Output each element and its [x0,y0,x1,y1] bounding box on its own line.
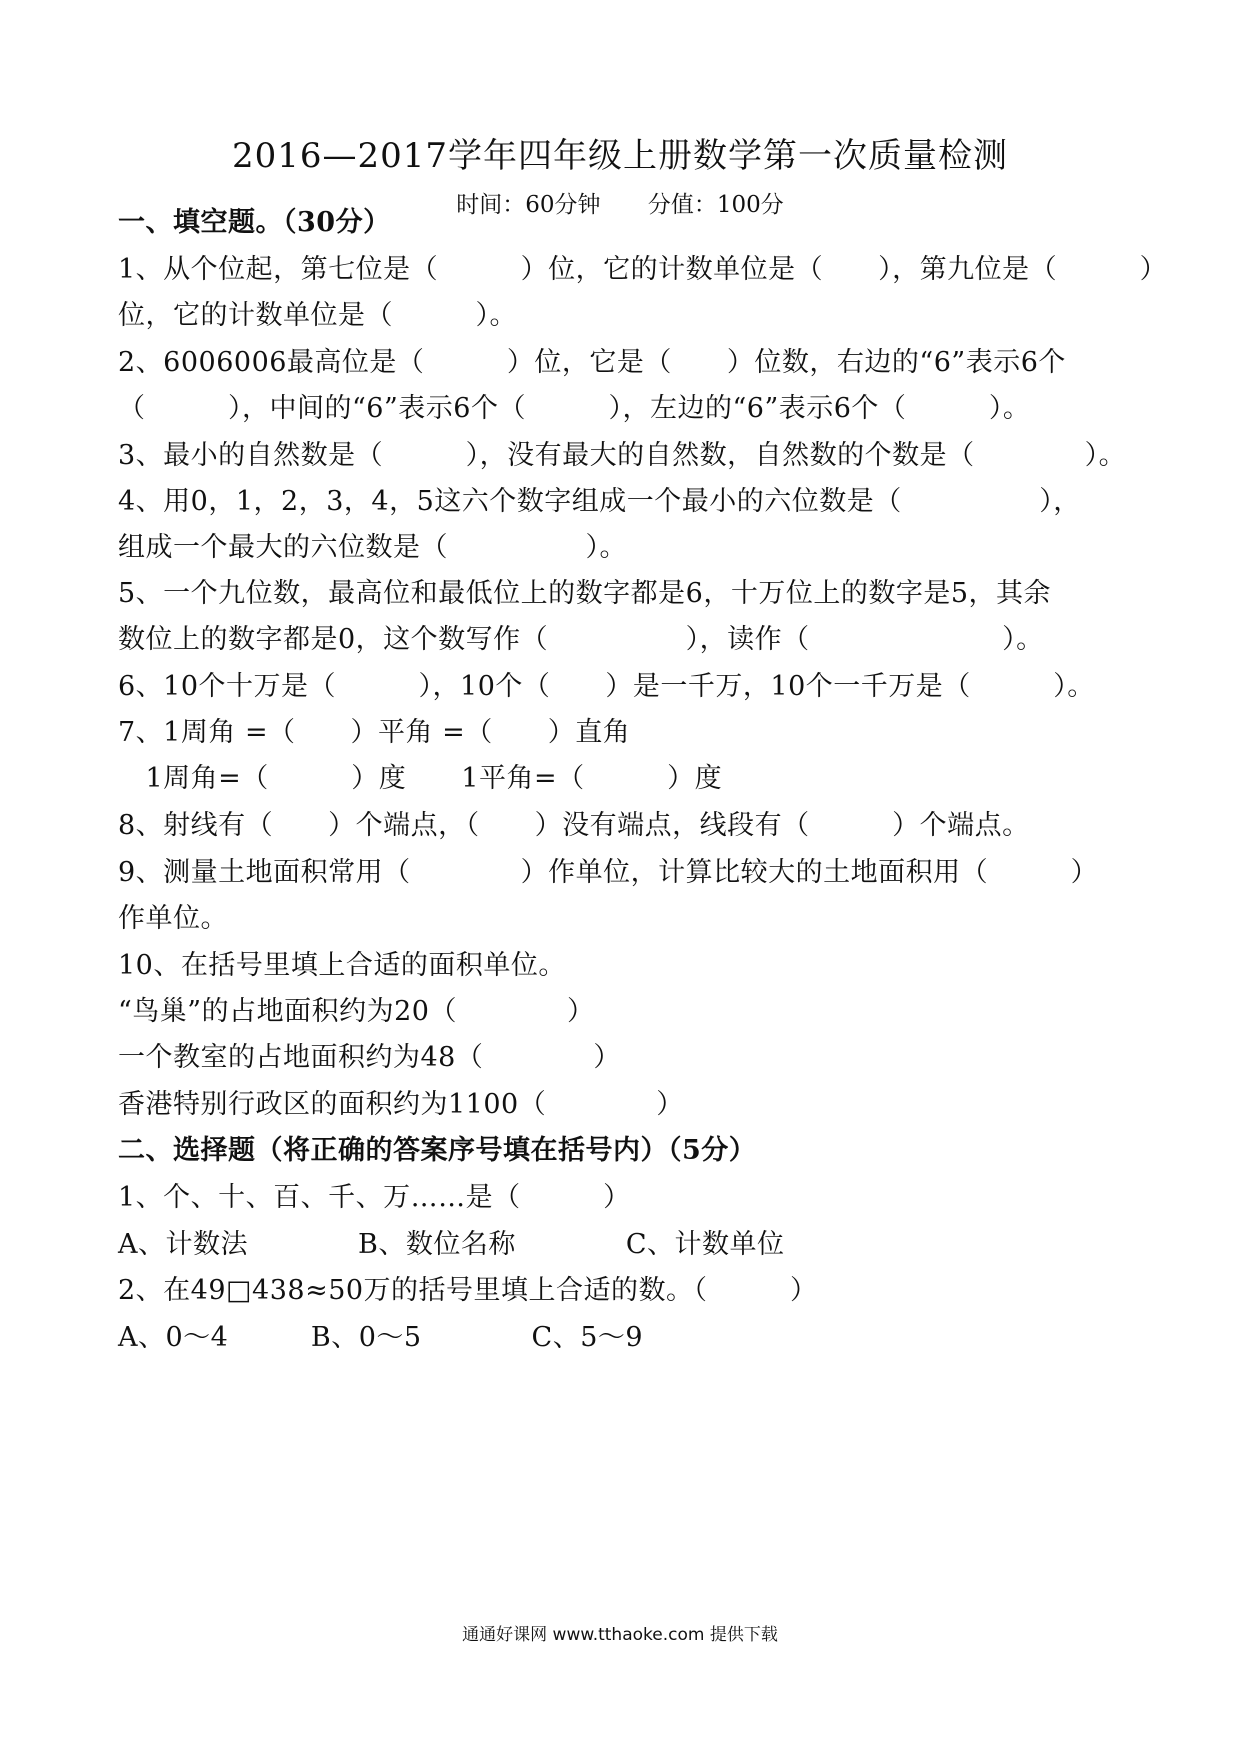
question-line: 6、10个十万是（ ），10个（ ）是一千万，10个一千万是（ ）。 [118,671,1095,702]
question-line: 9、测量土地面积常用（ ）作单位，计算比较大的土地面积用（ ） [118,857,1099,888]
question-line: 1、个、十、百、千、万……是（ ） [118,1182,631,1213]
question-line: 1、从个位起，第七位是（ ）位，它的计数单位是（ ），第九位是（ ） [118,254,1168,285]
score-label: 分值：100分 [647,192,784,218]
question-line: A、计数法 B、数位名称 C、计数单位 [118,1229,785,1260]
question-line: 8、射线有（ ）个端点，（ ）没有端点，线段有（ ）个端点。 [118,810,1030,841]
question-line: 5、一个九位数，最高位和最低位上的数字都是6，十万位上的数字是5，其余 [118,578,1052,609]
question-line: 7、1周角 =（ ）平角 =（ ）直角 [118,717,631,748]
question-line: 4、用0，1，2，3，4，5这六个数字组成一个最小的六位数是（ ）， [118,486,1081,517]
question-line: 2、6006006最高位是（ ）位，它是（ ）位数，右边的“6”表示6个 [118,347,1066,378]
question-line: 10、在括号里填上合适的面积单位。 [118,950,566,981]
question-line: 一个教室的占地面积约为48（ ） [118,1042,621,1073]
footer-credit: 通通好课网 www.tthaoke.com 提供下载 [462,1625,778,1645]
question-line: 香港特别行政区的面积约为1100（ ） [118,1089,684,1120]
time-label: 时间：60分钟 [456,192,601,218]
page-title: 2016—2017学年四年级上册数学第一次质量检测 [231,136,1009,176]
section2-heading: 二、选择题（将正确的答案序号填在括号内）（5分） [118,1135,757,1166]
question-line: 3、最小的自然数是（ ），没有最大的自然数，自然数的个数是（ ）。 [118,440,1127,471]
question-line: 2、在49□438≈50万的括号里填上合适的数。（ ） [118,1275,818,1306]
question-line: A、0～4 B、0～5 C、5～9 [118,1322,644,1353]
question-line: 作单位。 [118,903,228,934]
question-line: 位，它的计数单位是（ ）。 [118,300,517,331]
question-line: （ ），中间的“6”表示6个（ ），左边的“6”表示6个（ ）。 [118,393,1031,424]
question-line: “鸟巢”的占地面积约为20（ ） [118,996,595,1027]
section1-heading: 一、填空题。（30分） [118,207,391,238]
question-line: 数位上的数字都是0，这个数写作（ ），读作（ ）。 [118,624,1044,655]
question-line: 1周角=（ ）度 1平角=（ ）度 [118,763,723,794]
question-line: 组成一个最大的六位数是（ ）。 [118,532,627,563]
